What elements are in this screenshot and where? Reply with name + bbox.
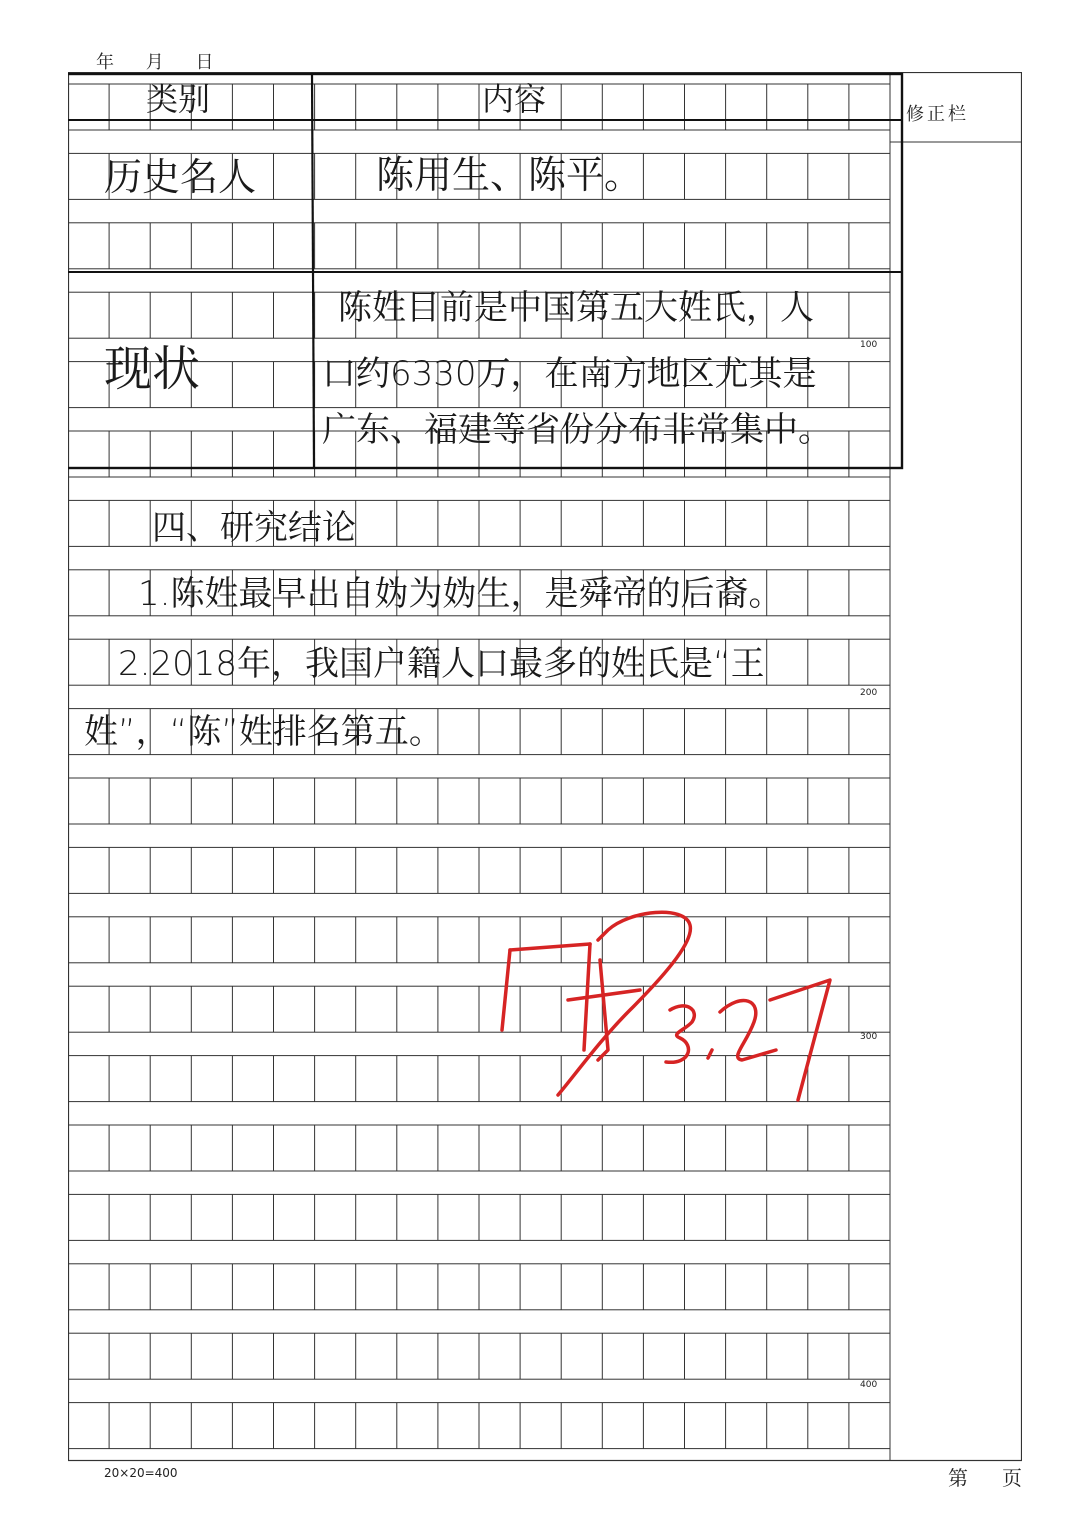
row-content-status-line1: 陈姓目前是中国第五大姓氏，人 [338,288,814,328]
body-line-1: 1.陈姓最早出自妫为妫生，是舜帝的后裔。 [138,574,783,614]
row-content-famous: 陈用生、陈平。 [376,153,643,197]
page-suffix: 页 [1002,1466,1022,1490]
correction-column-label: 修正栏 [906,104,969,125]
day-label: 日 [195,52,216,73]
table-header-content: 内容 [482,80,547,118]
table-header-category: 类别 [146,80,211,118]
row-content-status-line2: 口约6330万，在南方地区尤其是 [322,354,817,394]
date-header [96,48,237,74]
grid-row [68,1403,890,1449]
count-mark-400: 400 [860,1380,878,1390]
body-line-3: 姓”，“陈”姓排名第五。 [84,712,443,752]
row-category-status: 现状 [104,341,201,397]
section-title: 四、研究结论 [152,508,356,548]
grid-row [68,847,890,893]
row-category-famous: 历史名人 [104,155,257,199]
count-mark-200: 200 [860,688,878,698]
row-content-status-line3: 广东、福建等省份分布非常集中。 [322,410,832,450]
page-number-label [948,1462,1022,1491]
teacher-signature-mark [480,900,860,1120]
count-mark-300: 300 [860,1032,878,1042]
grid-row [68,1125,890,1171]
count-mark-100: 100 [860,340,878,350]
body-line-2: 2.2018年，我国户籍人口最多的姓氏是“王 [118,644,765,684]
grid-row [68,778,890,824]
grid-row [68,1264,890,1310]
grid-spec-label: 20×20=400 [104,1466,178,1480]
page-prefix: 第 [948,1466,968,1490]
year-label: 年 [96,52,116,73]
grid-row [68,1194,890,1240]
month-label: 月 [145,52,166,73]
grid-row [68,223,890,269]
grid-row [68,1333,890,1379]
